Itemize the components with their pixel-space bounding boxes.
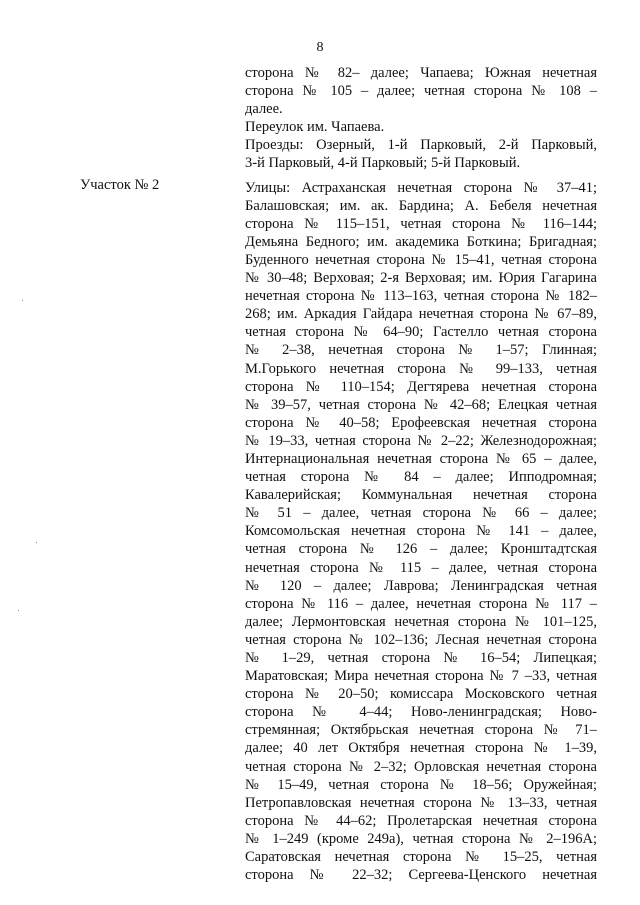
text-line: Улицы: Астраханская нечетная сторона № 37–41; (245, 179, 597, 196)
text-line: четная сторона № 64–90; Гастелло четная сторона (245, 324, 597, 341)
text-line: сторона № 116 – далее, нечетная сторона № 117 – (245, 595, 597, 612)
text-line: четная сторона № 126 – далее; Кронштадтская (245, 541, 597, 558)
text-line: № 1–29, четная сторона № 16–54; Липецкая; (245, 650, 597, 666)
text-line: Кавалерийская; Коммунальная нечетная сторона (245, 487, 597, 504)
text-line: сторона № 82– далее; Чапаева; Южная нечетная (245, 65, 597, 81)
text-line: Балашовская; им. ак. Бардина; А. Бебеля нечетная (245, 197, 597, 214)
text-line: Буденного нечетная сторона № 15–41, четная сторона (245, 251, 597, 268)
text-line: № 15–49, четная сторона № 18–56; Оружейная; (245, 776, 597, 793)
text-line: сторона № 40–58; Ерофеевская нечетная сторона (245, 414, 597, 431)
text-line: сторона № 20–50; комиссара Московского четная (245, 686, 597, 703)
scan-speck (22, 300, 23, 301)
text-line: № 2–38, нечетная сторона № 1–57; Глинная; (245, 342, 597, 359)
text-line: № 51 – далее, четная сторона № 66 – далее; (245, 505, 597, 522)
text-line: сторона № 22–32; Сергеева-Ценского нечетная (245, 867, 597, 884)
text-line: Интернациональная нечетная сторона № 65 – далее, (245, 450, 597, 467)
text-line: сторона № 4–44; Ново-ленинградская; Ново- (245, 704, 597, 721)
text-line: Маратовская; Мира нечетная сторона № 7 –33, четная (245, 668, 597, 685)
paragraph-streets (245, 179, 597, 885)
page-number: 8 (316, 40, 324, 55)
text-line: № 39–57, четная сторона № 42–68; Елецкая четная (245, 396, 597, 413)
text-line: Демьяна Бедного; им. академика Боткина; Бригадная; (245, 233, 597, 250)
section-label: Участок № 2 (80, 177, 160, 193)
text-line: нечетная сторона № 115 – далее, четная сторона (245, 559, 597, 576)
text-line: Проезды: Озерный, 1-й Парковый, 2-й Парковый, (245, 137, 597, 154)
text-line: сторона № 115–151, четная сторона № 116–144; (245, 215, 597, 232)
text-line: М.Горького нечетная сторона № 99–133, четная (245, 360, 597, 377)
text-line: 268; им. Аркадия Гайдара нечетная сторона № 67–89, (245, 306, 597, 323)
text-line: далее; 40 лет Октября нечетная сторона № 1–39, (245, 740, 597, 757)
text-line: нечетная сторона № 113–163, четная сторона № 182– (245, 288, 597, 305)
text-line: сторона № 44–62; Пролетарская нечетная сторона (245, 812, 597, 829)
text-line: сторона № 105 – далее; четная сторона № 108 – (245, 83, 597, 100)
text-line: четная сторона № 84 – далее; Ипподромная; (245, 469, 597, 486)
text-line: далее; Лермонтовская нечетная сторона № 101–125, (245, 613, 597, 630)
text-line: четная сторона № 2–32; Орловская нечетная сторона (245, 758, 597, 775)
text-line: № 30–48; Верховая; 2-я Верховая; им. Юрия Гагарина (245, 270, 597, 287)
text-line: Петропавловская нечетная сторона № 13–33, четная (245, 794, 597, 811)
text-line: Комсомольская нечетная сторона № 141 – далее, (245, 523, 597, 540)
text-line: Саратовская нечетная сторона № 15–25, четная (245, 849, 597, 866)
text-column (245, 64, 597, 884)
text-line: № 1–249 (кроме 249а), четная сторона № 2–196А; (245, 830, 597, 847)
paragraph-top (245, 64, 597, 173)
text-line: стремянная; Октябрьская нечетная сторона № 71– (245, 722, 597, 739)
text-line: четная сторона № 102–136; Лесная нечетная сторона (245, 631, 597, 648)
text-line: 3-й Парковый, 4-й Парковый; 5-й Парковый. (245, 155, 521, 172)
text-line: Переулок им. Чапаева. (245, 119, 385, 136)
text-line: № 120 – далее; Лаврова; Ленинградская четная (245, 577, 597, 594)
scan-speck (18, 610, 19, 611)
text-line: сторона № 110–154; Дегтярева нечетная сторона (245, 378, 597, 395)
text-line: № 19–33, четная сторона № 2–22; Железнодорожная; (245, 432, 597, 449)
text-line: далее. (245, 101, 283, 118)
scan-speck (36, 542, 37, 543)
